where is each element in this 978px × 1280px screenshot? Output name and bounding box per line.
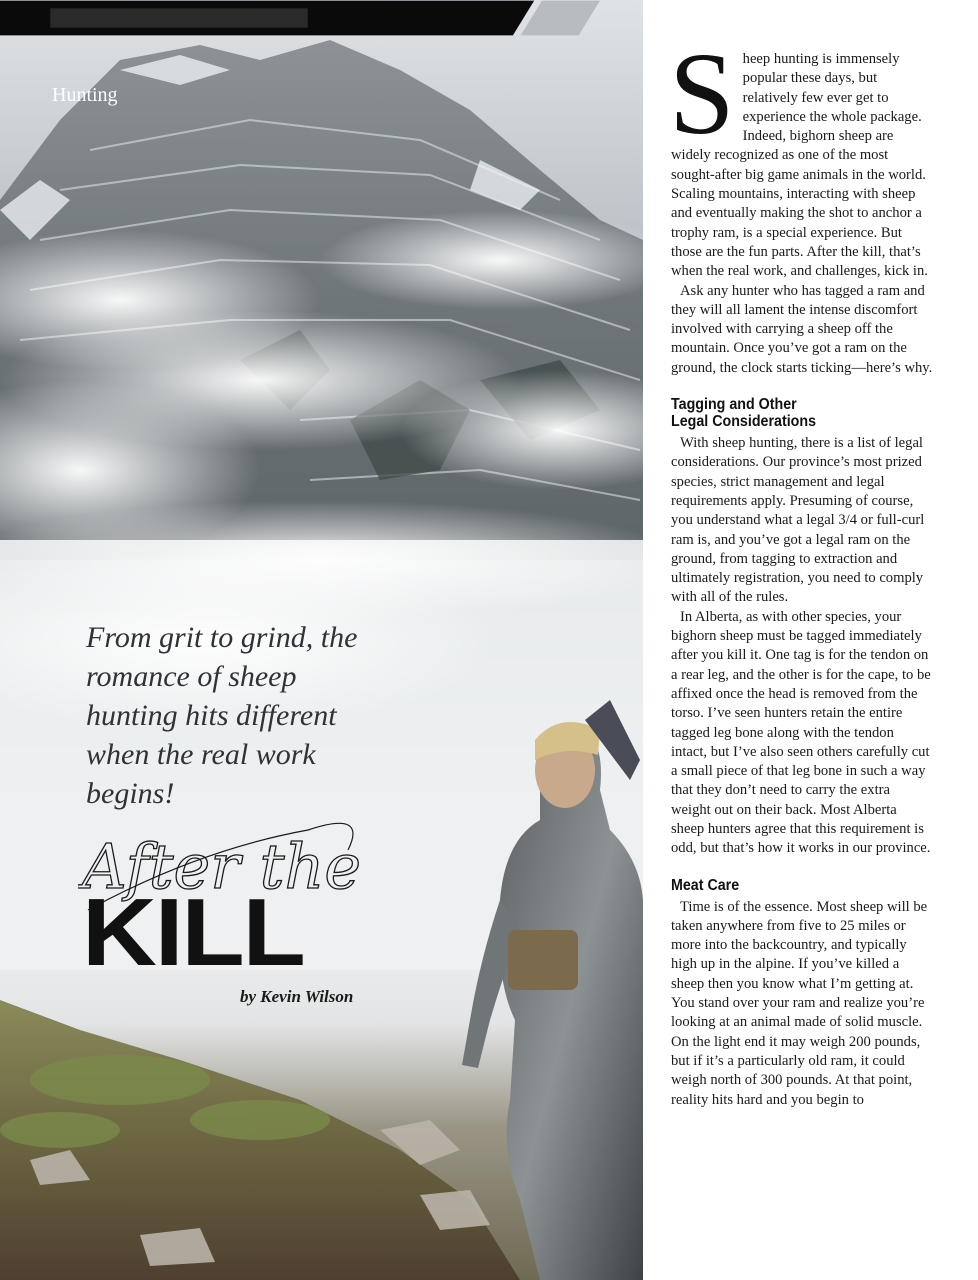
section-banner bbox=[0, 0, 600, 36]
article-title: KILL bbox=[82, 879, 304, 986]
intro-text: heep hunting is immensely popular these days, but relatively few ever get to experience the whole package. Indeed, bighorn sheep are widely recognized as one of the most sought-after big game animals in the world. Scaling mountains, interacting with sheep and eventually making the shot to anchor a trophy ram, is a special experience. But those are the fun parts. After the kill, that’s when the real work, and challenges, kick in. bbox=[671, 51, 928, 280]
section-label: Hunting bbox=[52, 84, 118, 106]
heading-tagging-line1: Tagging and Other bbox=[671, 396, 797, 414]
heading-meat-care: Meat Care bbox=[671, 876, 740, 894]
paragraph-4: In Alberta, as with other species, your bighorn sheep must be tagged immediately after you kill it. One tag is for the tendon on a rear leg, and the other is for the cape, to be affixed once the head is removed from the torso. I’ve seen hunters retain the entire tagged leg bone along with the tendon intact, but I’ve also seen others carefully cut a small piece of that leg bone in such a way that they don’t need to carry the extra weight out on their back. Most Alberta sheep hunters agree that this requirement is odd, but that’s how it works in our province. bbox=[671, 608, 931, 857]
heading-tagging bbox=[671, 396, 912, 430]
drop-cap: S bbox=[669, 28, 735, 159]
intro-paragraph bbox=[669, 28, 933, 282]
byline: by Kevin Wilson bbox=[240, 987, 354, 1006]
article-body bbox=[669, 28, 933, 1110]
article-deck: From grit to grind, the romance of sheep hunting hits different when the real work begins! bbox=[86, 621, 358, 810]
paragraph-2: Ask any hunter who has tagged a ram and they will all lament the intense discomfort involved with carrying a sheep off the mountain. Once you’ve got a ram on the ground, the clock starts ticking—here’s why. bbox=[671, 282, 933, 376]
heading-tagging-line2: Legal Considerations bbox=[671, 413, 817, 431]
paragraph-3: With sheep hunting, there is a list of legal considerations. Our province’s most prized species, strict management and legal requirements apply. Presuming of course, you understand what a legal 3/4 or full-curl ram is, and you’ve got a legal ram on the ground, from tagging to extraction and ultimately registration, you need to comply with all of the rules. bbox=[671, 435, 925, 606]
paragraph-5: Time is of the essence. Most sheep will be taken anywhere from five to 25 miles or more into the backcountry, and typically high up in the alpine. If you’ve killed a sheep then you know what I’m getting at. You stand over your ram and realize you’re looking at an animal made of solid muscle. On the light end it may weigh 200 pounds, but if it’s a particularly old ram, it could weigh north of 300 pounds. At that point, reality hits hard and you begin to bbox=[671, 898, 928, 1108]
title-script-text: After the bbox=[82, 830, 362, 903]
